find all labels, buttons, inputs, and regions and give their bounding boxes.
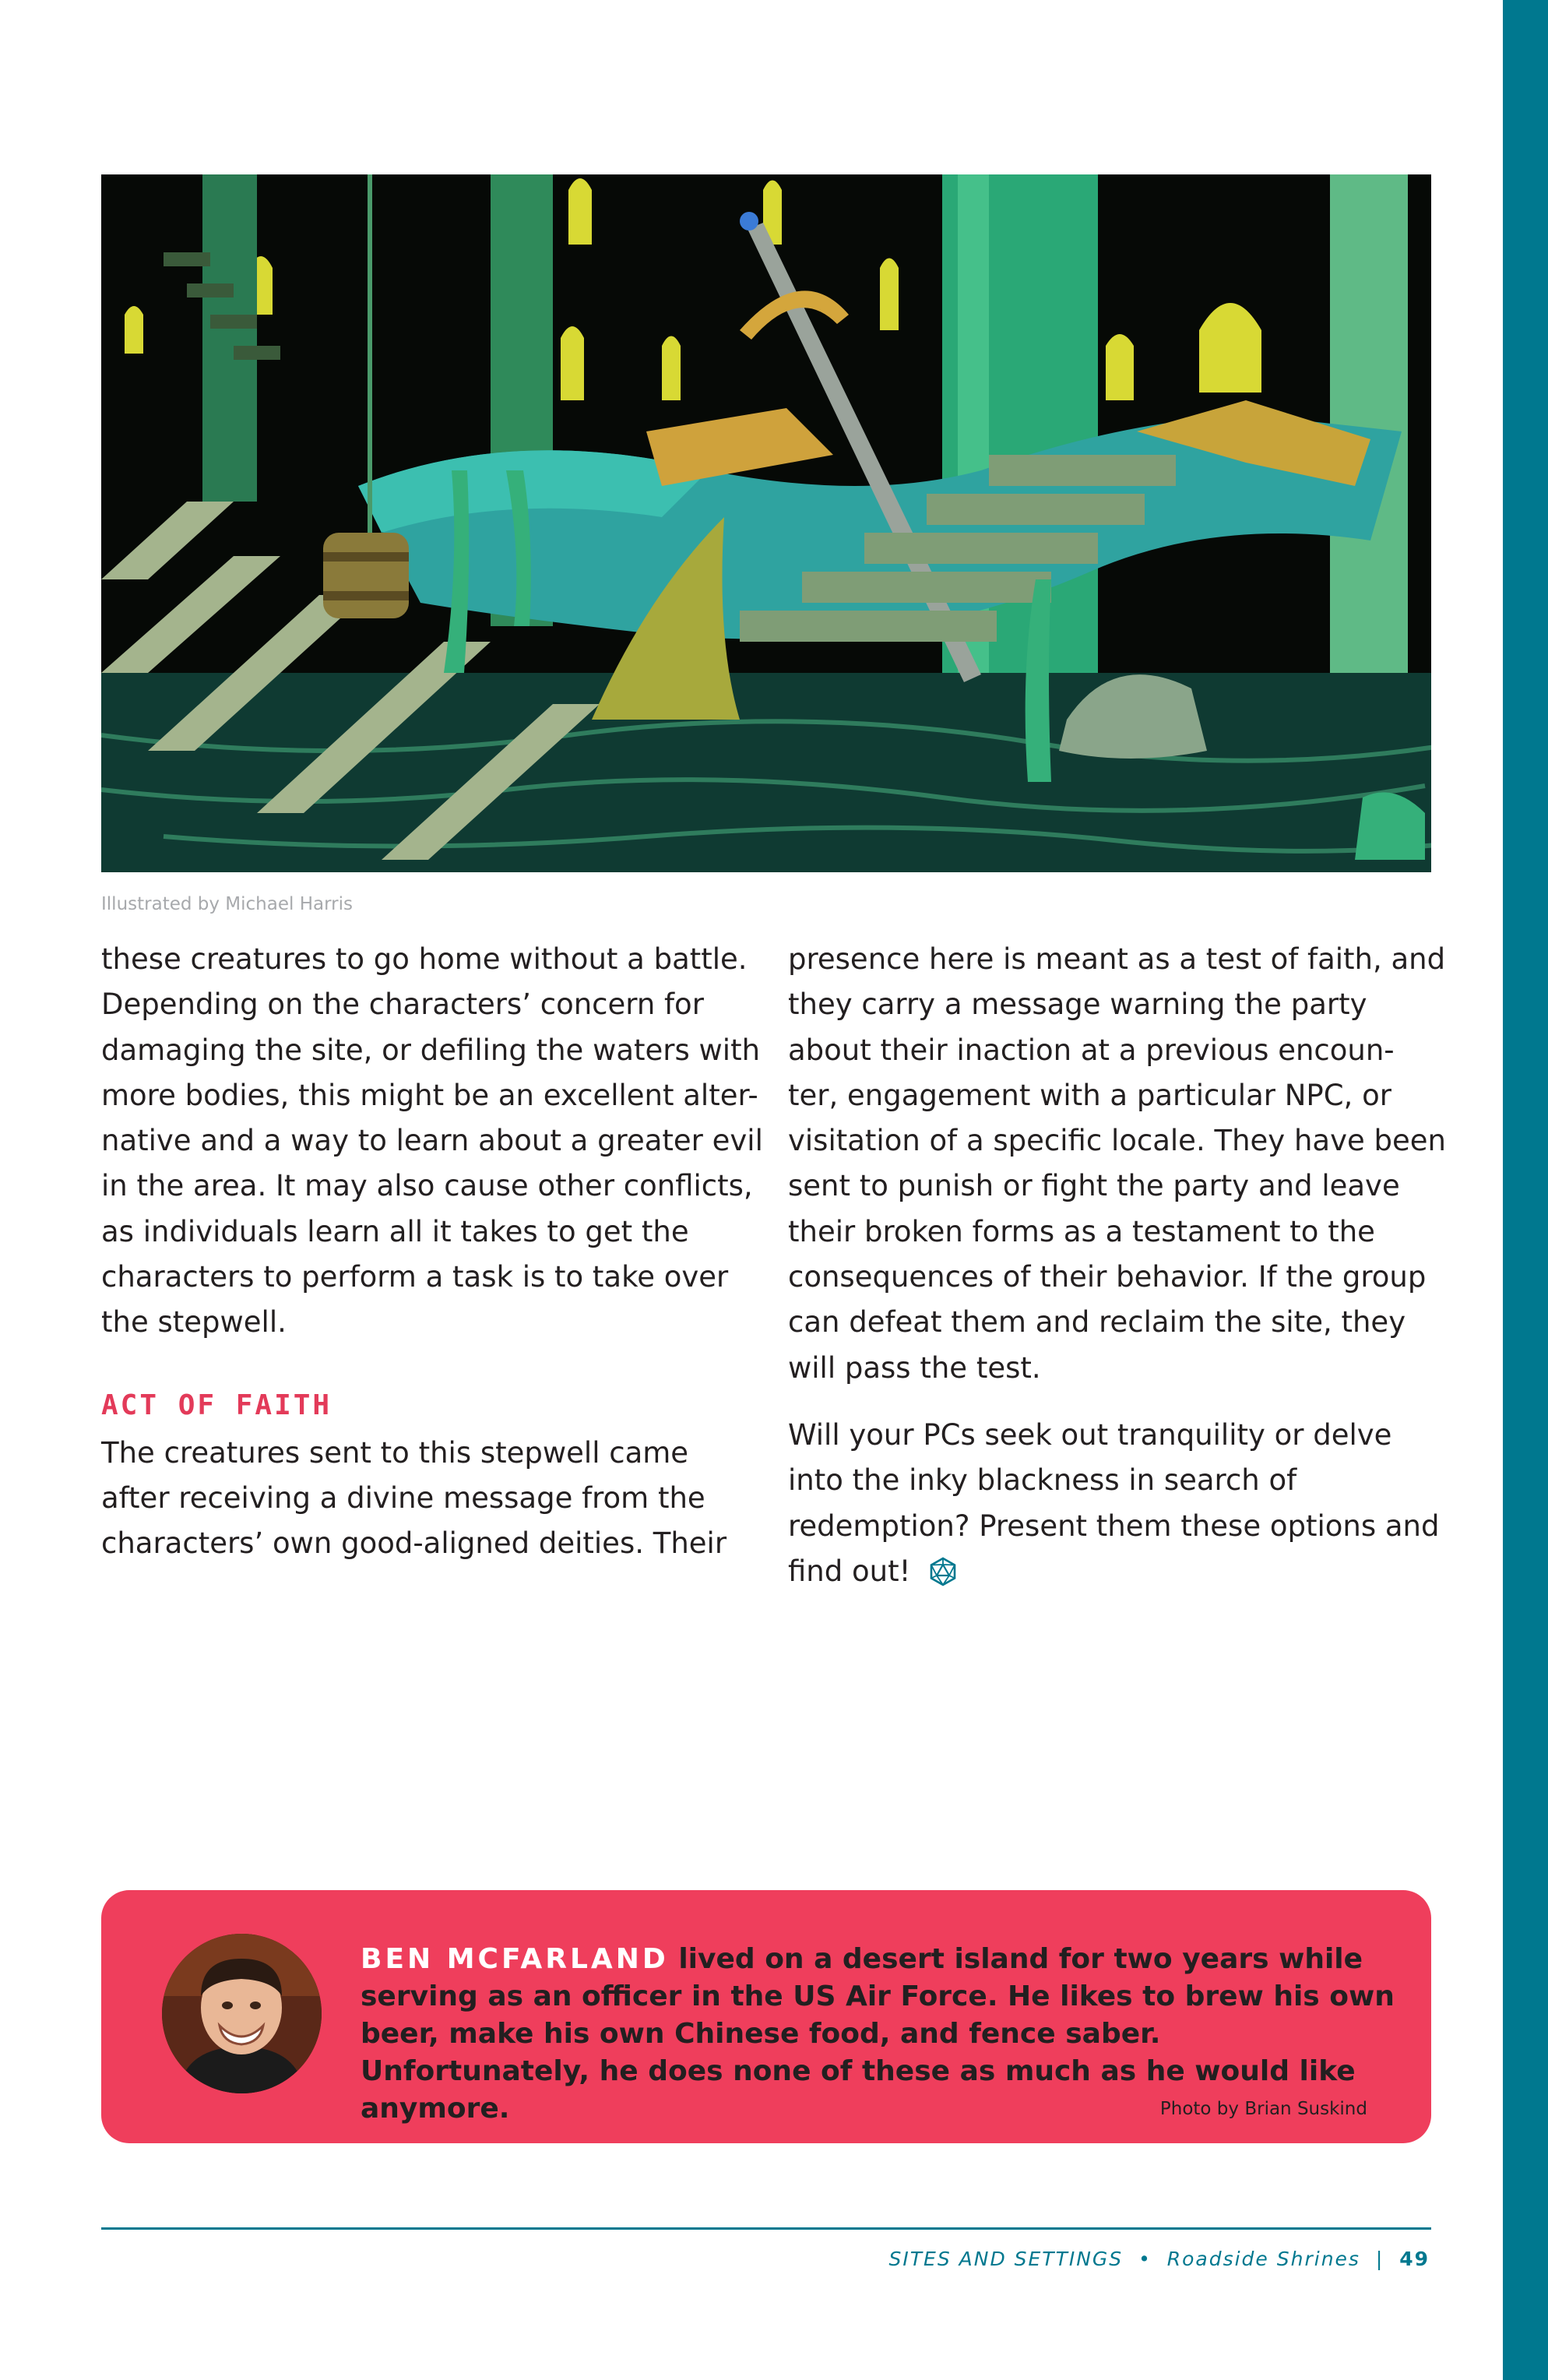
left-paragraph-1: these creatures to go home without a battle. Depending on the characters’ concern for damaging the site, or defiling the waters with more bodies, this might be an excellent alter- native and a way to learn about a greater evil in the area. It may also cause other conflicts, as individuals learn all it takes to get the characters to perform a task is to take over the stepwell. [101,942,763,1340]
right-paragraph-2-text: Will your PCs seek out tranquility or delve into the inky blackness in search of redemption? Present them these options and find out! [788,1417,1440,1588]
author-bio-box [101,1890,1431,2143]
avatar [162,1934,322,2093]
author-bio-body: lived on a desert island for two years while serving as an officer in the US Air Force. He likes to brew his own beer, make his own Chinese food, and fence saber. Unfortunately, he does none of these as much as he would like anymore. [361,1943,1395,2125]
footer-divider: | [1375,2248,1384,2270]
left-column [101,937,763,1567]
side-color-bar [1503,0,1548,2380]
illustration-caption: Illustrated by Michael Harris [101,894,353,914]
right-paragraph-1: presence here is meant as a test of faith, and they carry a message warning the party about their inaction at a previous encoun- ter, engagement with a particular NPC, or visitation of a specific locale. They have been sent to punish or fight the party and leave their broken forms as a testament to the consequences of their behavior. If the group can defeat them and reclaim the site, they will pass the test. [788,942,1446,1385]
right-column [788,937,1450,1594]
d20-icon [927,1556,959,1587]
page-number: 49 [1399,2248,1430,2270]
right-paragraph-2 [788,1413,1450,1594]
footer-chapter: Roadside Shrines [1166,2248,1360,2270]
author-name: BEN MCFARLAND [361,1943,669,1975]
page-footer [889,2248,1430,2270]
stepwell-illustration [101,174,1431,872]
footer-rule [101,2227,1431,2230]
left-paragraph-2: The creatures sent to this stepwell came after receiving a divine message from the characters’ own good-aligned deities. Their [101,1435,727,1561]
footer-section: SITES AND SETTINGS [888,2248,1124,2270]
footer-separator: • [1138,2248,1152,2270]
photo-credit: Photo by Brian Suskind [1159,2099,1367,2119]
section-heading: ACT OF FAITH [101,1389,332,1421]
